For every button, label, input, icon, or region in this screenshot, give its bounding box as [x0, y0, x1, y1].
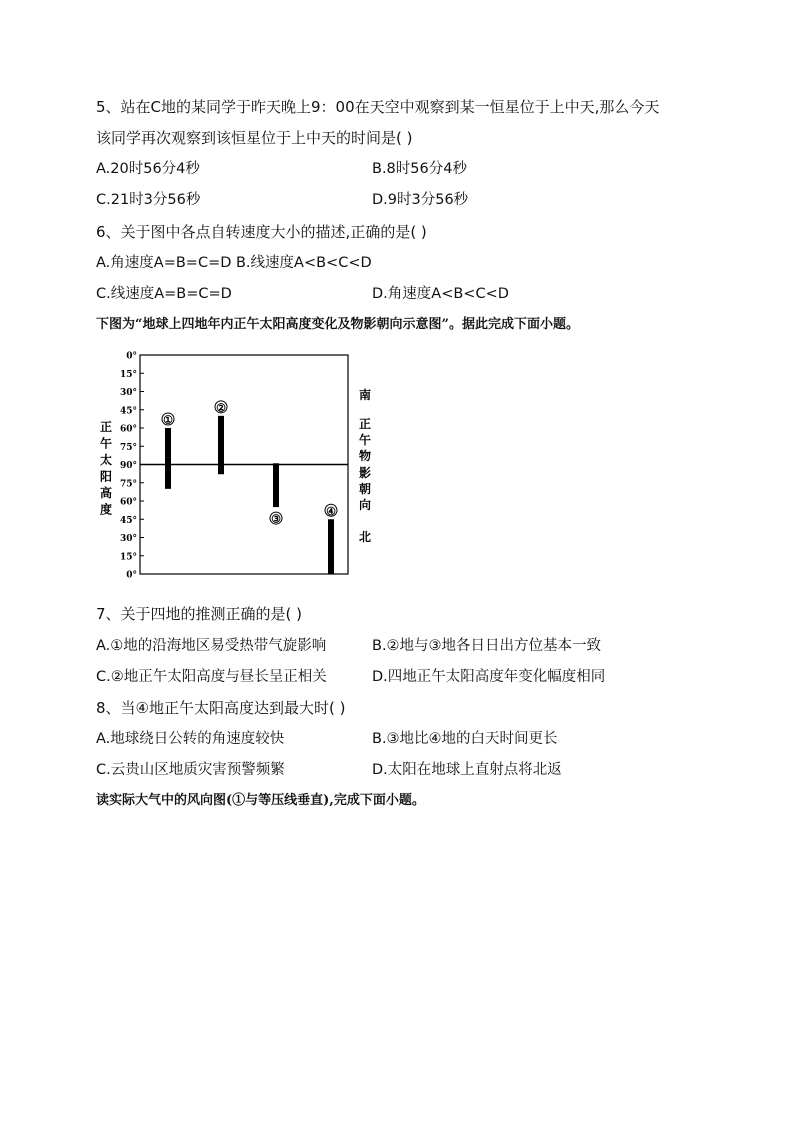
q5-option-b: B.8时56分4秒: [372, 161, 467, 177]
right-axis-label-char: 正: [358, 417, 372, 431]
q5-option-d: D.9时3分56秒: [372, 192, 469, 208]
q8-option-d: D.太阳在地球上直射点将北返: [372, 762, 562, 778]
figure-intro: 下图为“地球上四地年内正午太阳高度变化及物影朝向示意图”。据此完成下面小题。: [96, 317, 579, 332]
q8-option-b: B.③地比④地的白天时间更长: [372, 731, 558, 747]
q8-option-c: C.云贵山区地质灾害预警频繁: [96, 762, 285, 778]
q5-stem-line2: 该同学再次观察到该恒星位于上中天的时间是( ): [96, 129, 413, 147]
axis-tick-label: 45°: [119, 515, 137, 526]
axis-tick-label: 60°: [119, 497, 137, 508]
bar-label: ①: [163, 413, 173, 427]
right-axis-label-char: 物: [358, 449, 372, 463]
axis-tick-label: 30°: [119, 534, 137, 544]
q5-option-a: A.20时56分4秒: [96, 161, 200, 177]
bar-label: ③: [271, 512, 281, 526]
right-axis-label-char: 影: [358, 466, 372, 480]
axis-tick-label: 15°: [119, 369, 137, 380]
axis-tick-label: 0°: [126, 351, 137, 362]
wind-intro: 读实际大气中的风向图(①与等压线垂直),完成下面小题。: [96, 793, 425, 808]
axis-tick-label: 0°: [126, 570, 137, 581]
q7-stem: 7、关于四地的推测正确的是( ): [96, 605, 303, 623]
right-axis-label-char: 朝: [358, 482, 372, 496]
axis-tick-label: 75°: [119, 442, 137, 453]
q5-option-c: C.21时3分56秒: [96, 192, 201, 208]
left-axis-label-char: 度: [99, 502, 113, 517]
axis-tick-label: 15°: [119, 552, 137, 563]
q7-option-b: B.②地与③地各日日出方位基本一致: [372, 638, 602, 654]
axis-tick-label: 45°: [119, 406, 137, 417]
q7-option-c: C.②地正午太阳高度与昼长呈正相关: [96, 669, 327, 685]
left-axis-label-char: 正: [99, 420, 113, 434]
right-axis-label-char: 南: [358, 388, 372, 402]
bar-label: ②: [216, 401, 226, 415]
noon-sun-altitude-figure: [96, 344, 386, 584]
q7-option-d: D.四地正午太阳高度年变化幅度相同: [372, 669, 606, 685]
left-axis-label-char: 午: [99, 436, 113, 451]
bar-1: [165, 428, 171, 489]
q5-stem-line1: 5、站在C地的某同学于昨天晚上9：00在天空中观察到某一恒星位于上中天,那么今天: [96, 98, 660, 116]
bar-label: ④: [326, 504, 336, 518]
axis-tick-label: 75°: [119, 479, 137, 490]
q6-stem: 6、关于图中各点自转速度大小的描述,正确的是( ): [96, 223, 427, 241]
bar-2: [218, 416, 224, 474]
q7-option-a: A.①地的沿海地区易受热带气旋影响: [96, 638, 327, 654]
q6-option-c: C.线速度A=B=C=D: [96, 286, 232, 302]
q6-options-ab: A.角速度A=B=C=D B.线速度A<B<C<D: [96, 255, 372, 271]
axis-tick-label: 90°: [119, 461, 137, 471]
q8-option-a: A.地球绕日公转的角速度较快: [96, 731, 285, 747]
bar-4: [328, 519, 334, 574]
right-axis-label-char: 向: [358, 498, 372, 512]
left-axis-label-char: 阳: [99, 469, 113, 484]
bar-3: [273, 463, 279, 507]
left-axis-label-char: 高: [99, 486, 113, 500]
axis-tick-label: 30°: [119, 388, 137, 398]
right-axis-label-char: 午: [358, 433, 372, 447]
q8-stem: 8、当④地正午太阳高度达到最大时( ): [96, 699, 346, 717]
left-axis-label-char: 太: [99, 453, 113, 467]
axis-tick-label: 60°: [119, 424, 137, 435]
right-axis-label-char: 北: [358, 530, 372, 544]
q6-option-d: D.角速度A<B<C<D: [372, 286, 509, 302]
